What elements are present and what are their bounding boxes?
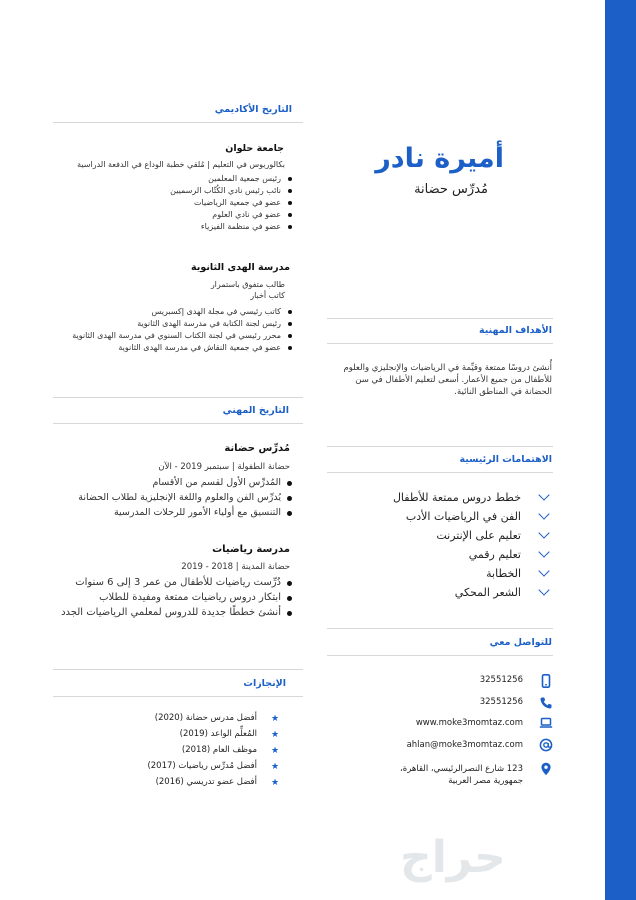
list-item: محرر رئيسي في لجنة الكتاب السنوي في مدرسة الهدى الثانوية [54,330,294,342]
school-detail: كاتب أخبار [250,291,285,300]
job-title: مدرسة رياضيات [212,544,290,555]
job-meta: حضانة الطفولة | سبتمبر 2019 - الآن [158,462,290,472]
star-icon: ★ [271,778,280,788]
divider [327,446,553,447]
star-icon: ★ [271,762,280,772]
mobile-phone-icon [539,674,553,688]
watermark-logo: حراج [400,832,506,883]
achievement-item: أفضل مُدرِّس رياضيات (2017) [147,761,257,771]
list-item: نائب رئيس نادي الكُتّاب الرسميين [170,185,294,197]
divider [53,696,303,697]
contact-mobile[interactable]: 32551256 [479,675,523,685]
list-item: المُدرِّس الأول لقسم من الأقسام [78,475,294,490]
list-item: التنسيق مع أولياء الأمور للرحلات المدرسية [78,505,294,520]
job-meta: حضانة المدينة | 2018 - 2019 [181,562,290,572]
divider [53,669,303,670]
contact-heading: للتواصل معي [489,637,552,648]
divider [327,318,553,319]
list-item: يُدرِّس الفن والعلوم واللغة الإنجليزية لطلاب الحضانة [78,490,294,505]
star-icon: ★ [271,746,280,756]
chevron-down-icon [538,546,549,557]
chevron-down-icon [538,527,549,538]
contact-phone[interactable]: 32551256 [479,697,523,707]
degree-line: بكالوريوس في التعليم | مُلقي خطبة الوداع في الدفعة الدراسية [77,160,285,169]
school-name: جامعة حلوان [225,143,284,154]
list-item: عضو في جمعية النقاش في مدرسة الهدى الثانوية [54,342,294,354]
divider [327,655,553,656]
job-bullets [78,475,294,520]
interests-heading: الاهتمامات الرئيسية [459,454,552,465]
interest-item: خطط دروس ممتعة للأطفال [392,491,521,504]
school-detail: طالب متفوق باستمرار [210,280,285,289]
location-pin-icon [539,762,553,776]
laptop-icon [539,716,553,730]
achievement-item: أفضل مدرس حضانة (2020) [154,713,257,723]
divider [53,397,303,398]
list-item: كاتب رئيسي في مجلة الهدى إكسبريس [54,306,294,318]
education-heading: التاريخ الأكاديمي [214,104,292,115]
divider [327,343,553,344]
accent-sidebar-bar [605,0,636,900]
list-item: عضو في جمعية الرياضيات [170,197,294,209]
list-item: ابتكار دروس رياضيات ممتعة ومفيدة للطلاب [44,590,294,605]
school-bullets [170,173,294,233]
interest-item: تعليم رقمي [468,548,521,561]
candidate-name: أميرة نادر [375,143,504,174]
list-item: عضو في منظمة الفيزياء [170,221,294,233]
chevron-down-icon [538,489,549,500]
achievement-item: المُعلِّم الواعد (2019) [179,729,257,739]
star-icon: ★ [271,730,280,740]
interest-item: الفن في الرياضيات الأدب [405,510,521,523]
list-item: دُرِّست رياضيات للأطفال من عمر 3 إلى 6 سنوات [44,575,294,590]
list-item: عضو في نادي العلوم [170,209,294,221]
at-sign-icon [539,738,553,752]
interest-item: الشعر المحكي [454,586,521,599]
school-name: مدرسة الهدى الثانوية [191,262,290,273]
star-icon: ★ [271,714,280,724]
achievement-item: أفضل عضو تدريسي (2016) [155,777,257,787]
phone-icon [539,696,553,710]
goals-heading: الأهداف المهنية [479,325,552,336]
list-item: أنشئ خططًا جديدة للدروس لمعلمي الرياضيات الجدد [44,605,294,620]
chevron-down-icon [538,565,549,576]
candidate-role: مُدرِّس حضانة [414,182,488,197]
goals-paragraph: أُنشئ دروسًا ممتعة وقيِّمة في الرياضيات والإنجليزي والعلوم للأطفال من جميع الأعمار. أسعى لتعليم الأطفال في سن الحضانة في المناطق النائية. [343,363,552,397]
contact-website[interactable]: www.moke3momtaz.com [415,718,523,728]
job-title: مُدرِّس حضانة [224,443,290,454]
interest-item: الخطابة [486,567,521,580]
divider [327,628,553,629]
divider [53,122,303,123]
school-bullets [54,306,294,354]
contact-address: 123 شارع النصرالرئيسي، القاهرة، جمهورية مصر العربية [400,764,523,786]
contact-email[interactable]: ahlan@moke3momtaz.com [406,740,523,750]
achievements-heading: الإنجازات [243,678,286,689]
job-bullets [44,575,294,620]
list-item: رئيس جمعية المعلمين [170,173,294,185]
divider [327,472,553,473]
divider [53,423,303,424]
list-item: رئيس لجنة الكتابة في مدرسة الهدى الثانوية [54,318,294,330]
experience-heading: التاريخ المهني [222,405,289,416]
achievement-item: موظف العام (2018) [181,745,257,755]
chevron-down-icon [538,584,549,595]
chevron-down-icon [538,508,549,519]
interest-item: تعليم على الإنترنت [436,529,521,542]
